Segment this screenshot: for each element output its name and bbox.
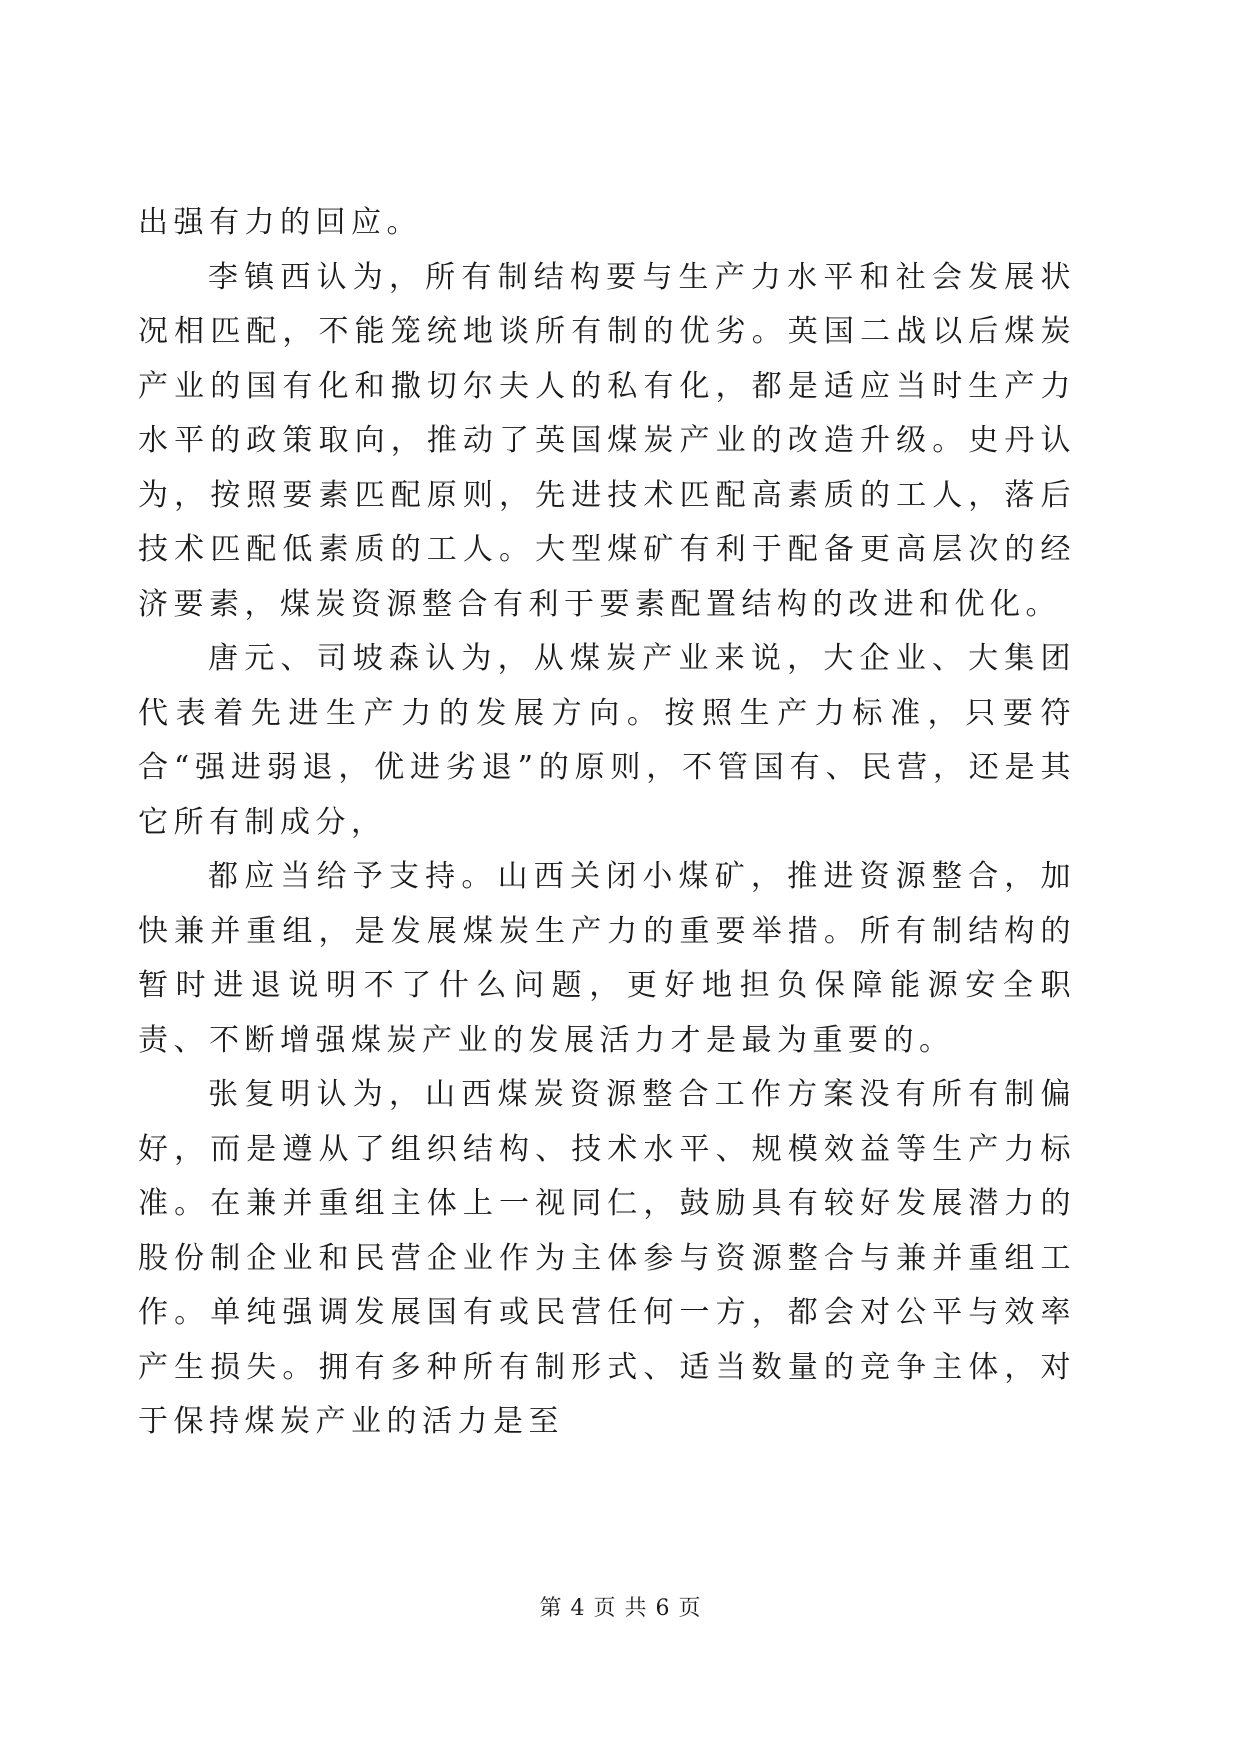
page-number-footer: 第 4 页 共 6 页 [539, 1596, 702, 1621]
paragraph-3: 唐元、司坡森认为，从煤炭产业来说，大企业、大集团代表着先进生产力的发展方向。按照生产力标准，只要符合“强进弱退，优进劣退”的原则，不管国有、民营，还是其它所有制成分， [138, 641, 1076, 840]
paragraph-5: 张复明认为，山西煤炭资源整合工作方案没有所有制偏好，而是遵从了组织结构、技术水平、规模效益等生产力标准。在兼并重组主体上一视同仁，鼓励具有较好发展潜力的股份制企业和民营企业作为主体参与资源整合与兼并重组工作。单纯强调发展国有或民营任何一方，都会对公平与效率产生损失。拥有多种所有制形式、适当数量的竞争主体，对于保持煤炭产业的活力是至 [138, 1077, 1076, 1439]
paragraph-4: 都应当给予支持。山西关闭小煤矿，推进资源整合，加快兼并重组，是发展煤炭生产力的重要举措。所有制结构的暂时进退说明不了什么问题，更好地担负保障能源安全职责、不断增强煤炭产业的发展活力才是最为重要的。 [138, 859, 1076, 1058]
document-body [138, 196, 1076, 1450]
paragraph-2: 李镇西认为，所有制结构要与生产力水平和社会发展状况相匹配，不能笼统地谈所有制的优劣。英国二战以后煤炭产业的国有化和撒切尔夫人的私有化，都是适应当时生产力水平的政策取向，推动了英国煤炭产业的改造升级。史丹认为，按照要素匹配原则，先进技术匹配高素质的工人，落后技术匹配低素质的工人。大型煤矿有利于配备更高层次的经济要素，煤炭资源整合有利于要素配置结构的改进和优化。 [138, 259, 1076, 622]
paragraph-1: 出强有力的回应。 [138, 205, 422, 240]
